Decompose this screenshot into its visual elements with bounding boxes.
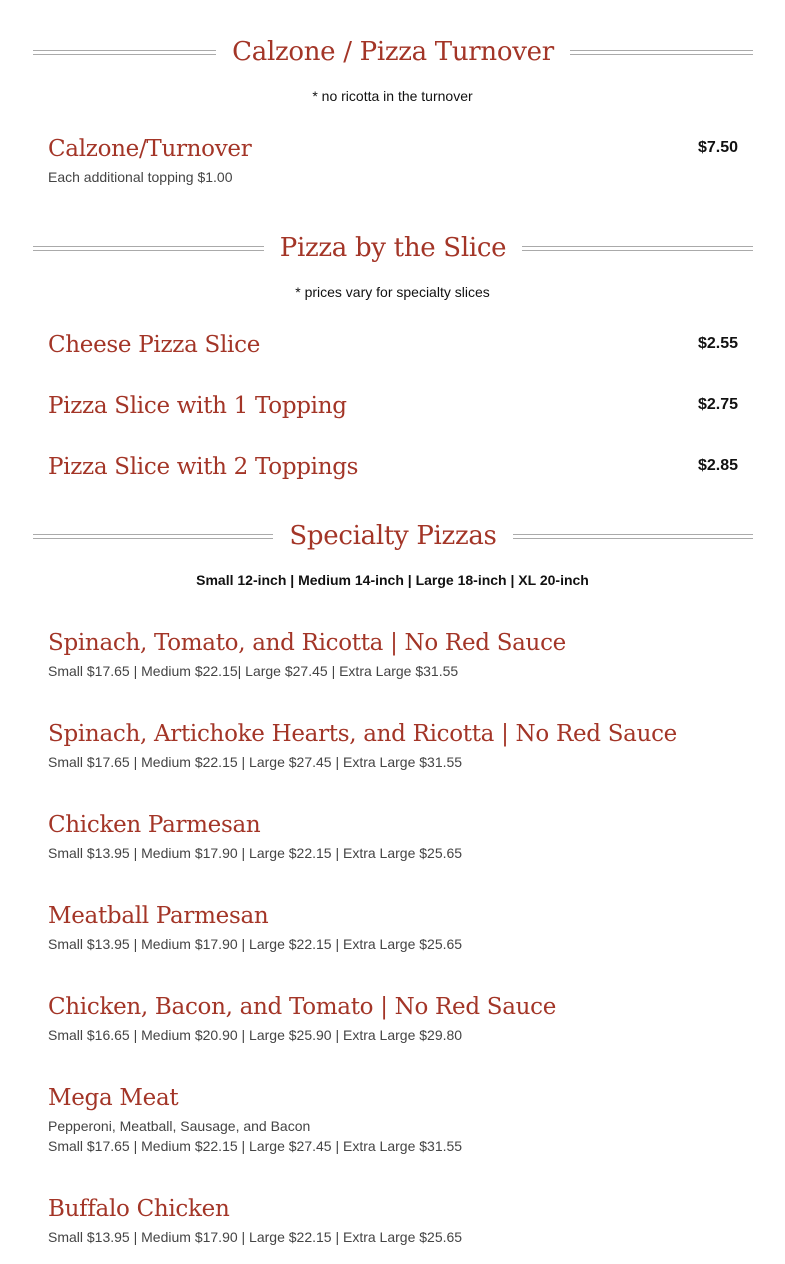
menu-item xyxy=(48,391,738,421)
item-prices: Small $16.65 | Medium $20.90 | Large $25.90 | Extra Large $29.80 xyxy=(48,1027,463,1043)
divider xyxy=(33,534,273,539)
item-prices: Small $17.65 | Medium $22.15| Large $27.45 | Extra Large $31.55 xyxy=(48,663,459,679)
menu-item xyxy=(48,134,738,187)
section-title: Calzone / Pizza Turnover xyxy=(232,37,554,67)
menu-item xyxy=(48,992,738,1045)
menu-item xyxy=(48,719,738,772)
menu-item xyxy=(48,1194,738,1247)
item-name: Buffalo Chicken xyxy=(48,1196,230,1222)
item-description: Each additional topping $1.00 xyxy=(48,169,233,185)
item-price: $2.75 xyxy=(697,396,738,413)
menu-item xyxy=(48,330,738,360)
menu-item xyxy=(48,1083,738,1156)
section-title: Pizza by the Slice xyxy=(279,233,507,263)
menu-item xyxy=(48,628,738,681)
item-price: $7.50 xyxy=(697,139,738,156)
item-price: $2.55 xyxy=(697,335,738,352)
item-name: Spinach, Artichoke Hearts, and Ricotta | No Red Sauce xyxy=(48,721,677,747)
item-prices: Small $13.95 | Medium $17.90 | Large $22.15 | Extra Large $25.65 xyxy=(48,936,463,952)
item-name: Cheese Pizza Slice xyxy=(48,332,261,358)
section-title: Specialty Pizzas xyxy=(289,521,497,551)
section-header-specialty xyxy=(33,516,753,556)
item-prices: Small $13.95 | Medium $17.90 | Large $22.15 | Extra Large $25.65 xyxy=(48,845,463,861)
item-name: Meatball Parmesan xyxy=(48,903,269,929)
item-name: Mega Meat xyxy=(48,1085,179,1111)
menu-item xyxy=(48,452,738,482)
item-name: Pizza Slice with 1 Topping xyxy=(48,393,347,419)
item-prices: Small $17.65 | Medium $22.15 | Large $27.45 | Extra Large $31.55 xyxy=(48,754,463,770)
item-name: Chicken Parmesan xyxy=(48,812,261,838)
item-name: Pizza Slice with 2 Toppings xyxy=(48,454,359,480)
menu-item xyxy=(48,901,738,954)
item-name: Spinach, Tomato, and Ricotta | No Red Sauce xyxy=(48,630,566,656)
divider xyxy=(570,50,753,55)
section-header-calzone xyxy=(33,32,753,72)
item-price: $2.85 xyxy=(697,457,738,474)
section-note: * prices vary for specialty slices xyxy=(295,284,490,300)
item-prices: Small $13.95 | Medium $17.90 | Large $22.15 | Extra Large $25.65 xyxy=(48,1229,463,1245)
divider xyxy=(522,246,753,251)
menu-item xyxy=(48,810,738,863)
item-name: Calzone/Turnover xyxy=(48,136,252,162)
item-name: Chicken, Bacon, and Tomato | No Red Sauce xyxy=(48,994,557,1020)
section-note: * no ricotta in the turnover xyxy=(312,88,473,104)
item-prices: Small $17.65 | Medium $22.15 | Large $27.45 | Extra Large $31.55 xyxy=(48,1138,463,1154)
size-legend: Small 12-inch | Medium 14-inch | Large 18-inch | XL 20-inch xyxy=(196,572,589,588)
divider xyxy=(33,50,216,55)
divider xyxy=(513,534,753,539)
item-description: Pepperoni, Meatball, Sausage, and Bacon xyxy=(48,1118,311,1134)
section-header-slice xyxy=(33,228,753,268)
divider xyxy=(33,246,264,251)
